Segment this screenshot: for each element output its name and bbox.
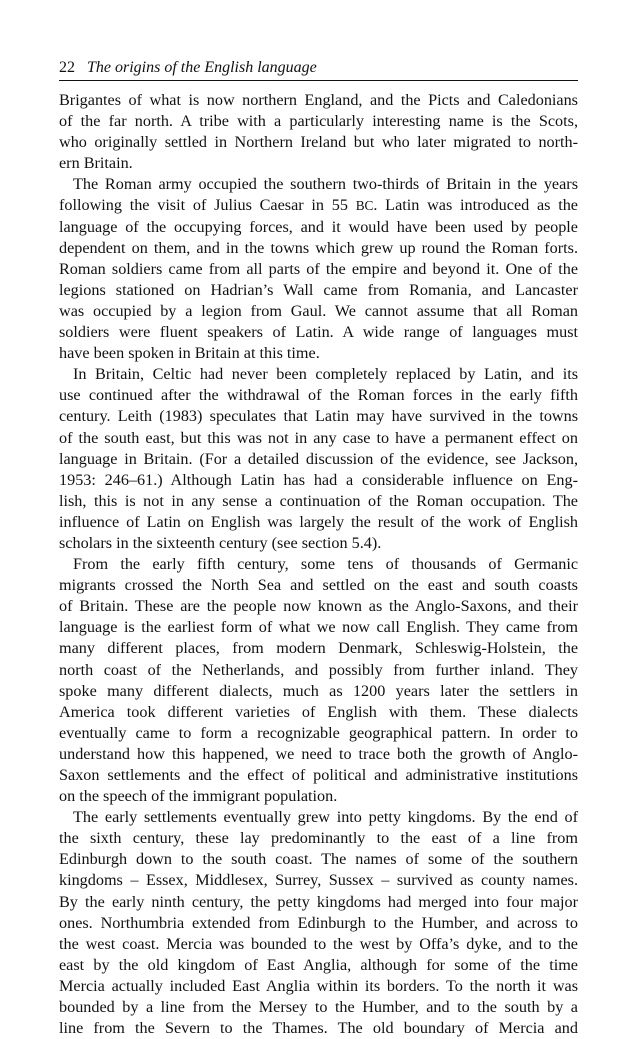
text-line: America took different varieties of English with them. These dialects	[59, 702, 578, 721]
text-line: of the far north. A tribe with a particularly interesting name is the Scots,	[59, 112, 578, 131]
page-number: 22	[59, 59, 75, 76]
body-text	[59, 90, 578, 1039]
text-line: bounded by a line from the Mersey to the Humber, and to the south by a	[59, 998, 578, 1017]
text-line: many different places, from modern Denmark, Schleswig-Holstein, the	[59, 639, 578, 658]
text-line: east by the old kingdom of East Anglia, although for some of the time	[59, 955, 578, 974]
text-line: was occupied by a legion from Gaul. We cannot assume that all Roman	[59, 301, 578, 320]
text-line: eventually came to form a recognizable geographical pattern. In order to	[59, 723, 578, 742]
text-line: Brigantes of what is now northern England, and the Picts and Caledonians	[59, 91, 578, 109]
text-line: lish, this is not in any sense a continuation of the Roman occupation. The	[59, 491, 578, 510]
text-line: north coast of the Netherlands, and possibly from further inland. They	[59, 660, 578, 679]
text-line: use continued after the withdrawal of the Roman forces in the early fifth	[59, 386, 578, 405]
text-line: influence of Latin on English was largely the result of the work of English	[59, 512, 578, 531]
text-line: In Britain, Celtic had never been completely replaced by Latin, and its	[73, 365, 578, 384]
text-line: dependent on them, and in the towns which grew up round the Roman forts.	[59, 238, 578, 257]
chapter-title: The origins of the English language	[87, 59, 317, 76]
text-line: understand how this happened, we need to trace both the growth of Anglo-	[59, 744, 578, 763]
paragraph	[59, 807, 578, 1039]
text-line: the west coast. Mercia was bounded to the west by Offa’s dyke, and to the	[59, 934, 578, 953]
text-line: line from the Severn to the Thames. The old boundary of Mercia and	[59, 1019, 578, 1038]
text-line: of Britain. These are the people now known as the Anglo-Saxons, and their	[59, 597, 578, 616]
running-head	[59, 58, 578, 81]
text-line: ern Britain.	[59, 154, 133, 173]
text-line: Saxon settlements and the effect of political and administrative institutions	[59, 766, 578, 784]
paragraph	[59, 174, 578, 364]
text-line: language is the earliest form of what we now call English. They came from	[59, 618, 578, 637]
text-line: The Roman army occupied the southern two-thirds of Britain in the years	[73, 175, 578, 194]
text-line: of the south east, but this was not in any case to have a permanent effect on	[59, 428, 578, 447]
text-line: The early settlements eventually grew into petty kingdoms. By the end of	[73, 808, 578, 827]
text-line: legions stationed on Hadrian’s Wall came from Romania, and Lancaster	[59, 280, 578, 299]
text-line: language of the occupying forces, and it would have been used by people	[59, 217, 578, 236]
paragraph	[59, 364, 578, 554]
text-line: century. Leith (1983) speculates that Latin may have survived in the towns	[59, 407, 578, 426]
text-line: language in Britain. (For a detailed discussion of the evidence, see Jackson,	[59, 449, 578, 468]
paragraph	[59, 554, 578, 807]
text-line: ones. Northumbria extended from Edinburgh to the Humber, and across to	[59, 913, 578, 932]
text-line: From the early fifth century, some tens of thousands of Germanic	[73, 555, 578, 574]
text-line: on the speech of the immigrant population.	[59, 787, 338, 806]
text-line: 1953: 246–61.) Although Latin has had a considerable influence on Eng-	[59, 470, 578, 489]
text-line: Roman soldiers came from all parts of the empire and beyond it. One of the	[59, 259, 578, 278]
paragraph	[59, 90, 578, 174]
text-line: have been spoken in Britain at this time.	[59, 344, 320, 363]
book-page	[59, 58, 578, 1039]
text-line: Edinburgh down to the south coast. The names of some of the southern	[59, 850, 578, 869]
text-line: Mercia actually included East Anglia within its borders. To the north it was	[59, 976, 578, 995]
text-line: kingdoms – Essex, Middlesex, Surrey, Sussex – survived as county names.	[59, 871, 578, 890]
text-line: who originally settled in Northern Ireland but who later migrated to north-	[59, 133, 578, 152]
text-line: migrants crossed the North Sea and settled on the east and south coasts	[59, 576, 578, 595]
text-line: spoke many different dialects, much as 1200 years later the settlers in	[59, 681, 578, 700]
text-line: scholars in the sixteenth century (see section 5.4).	[59, 533, 382, 552]
text-line: By the early ninth century, the petty kingdoms had merged into four major	[59, 892, 578, 911]
text-line: following the visit of Julius Caesar in 55 BC. Latin was introduced as the	[59, 196, 578, 215]
text-line: the sixth century, these lay predominantly to the east of a line from	[59, 829, 578, 848]
text-line: soldiers were fluent speakers of Latin. A wide range of languages must	[59, 323, 578, 342]
